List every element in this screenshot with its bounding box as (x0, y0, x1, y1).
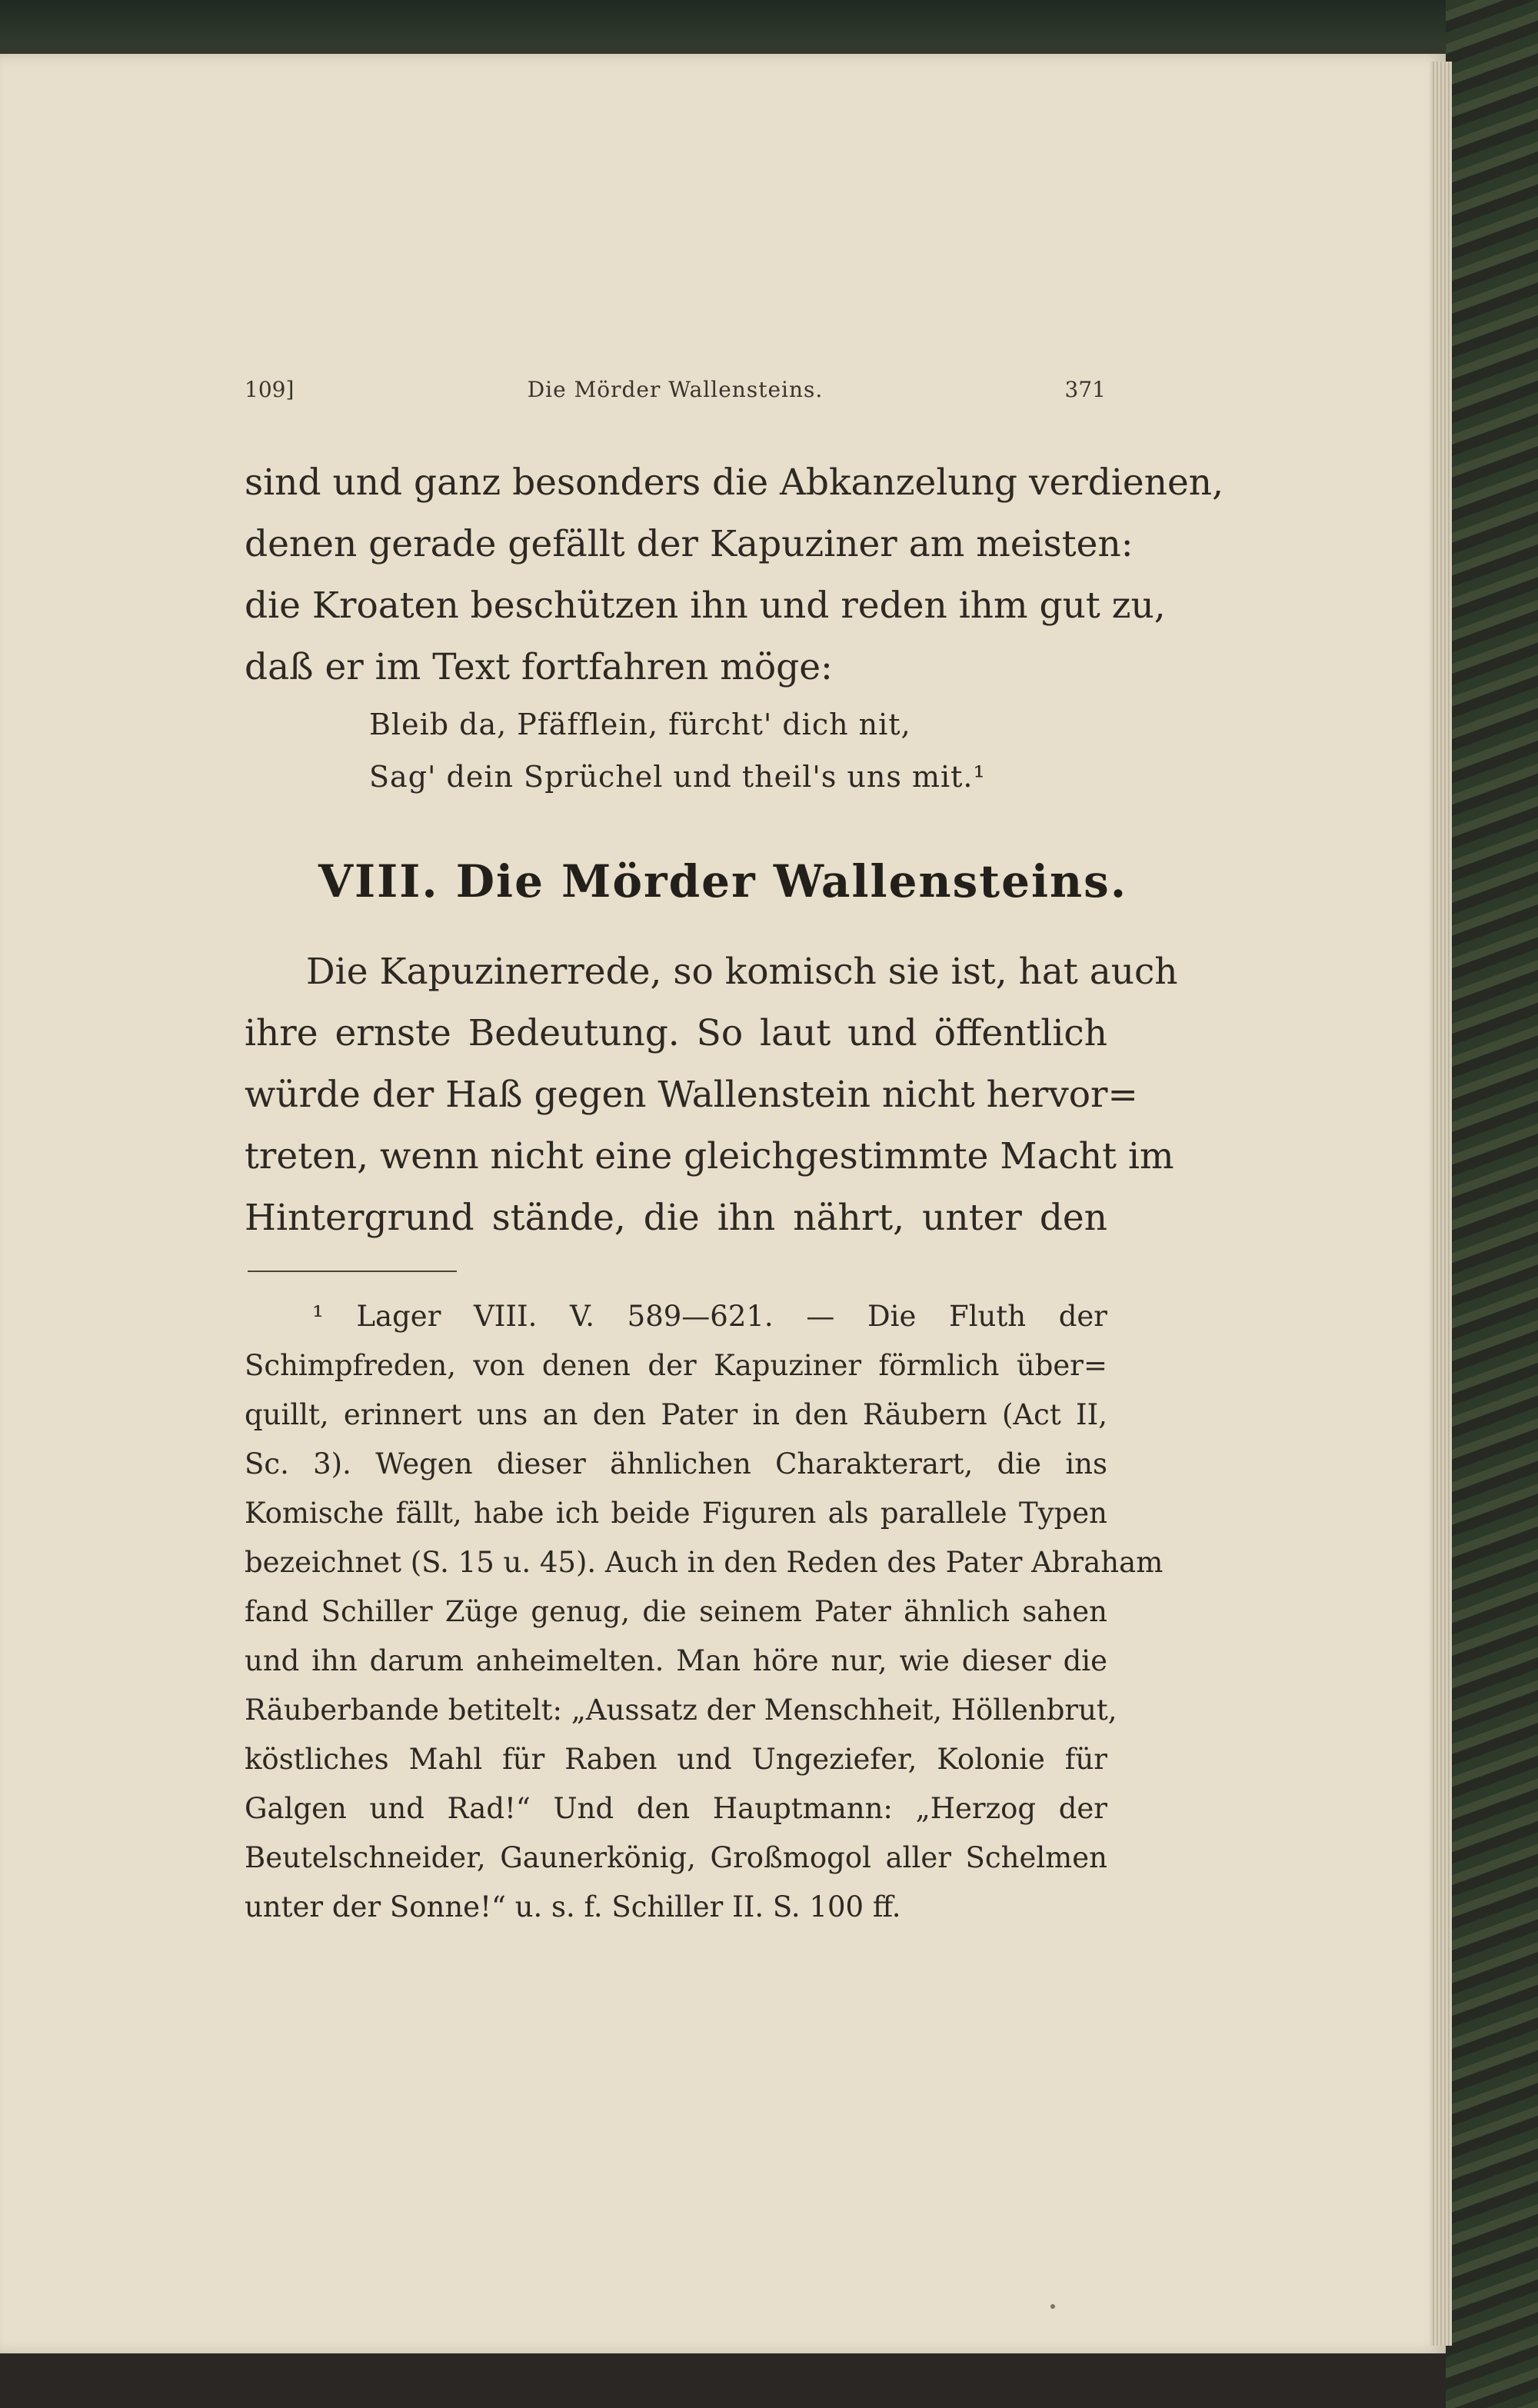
text-line: ihre ernste Bedeutung. So laut und öffentlich (245, 1012, 1107, 1054)
footnote-line: fand Schiller Züge genug, die seinem Pater ähnlich sahen (245, 1595, 1107, 1628)
footnote-line: unter der Sonne!“ u. s. f. Schiller II. S. 100 ff. (245, 1890, 901, 1923)
footnote-rule (248, 1271, 457, 1272)
section-marker: 109] (245, 377, 295, 402)
footnote-line: Schimpfreden, von denen der Kapuziner förmlich über= (245, 1349, 1107, 1382)
page-number: 371 (1064, 377, 1106, 402)
footnote-line: ¹ Lager VIII. V. 589—621. — Die Fluth der (312, 1300, 1107, 1333)
section-heading: VIII. Die Mörder Wallensteins. (318, 855, 1128, 908)
footnote-line: Beutelschneider, Gaunerkönig, Großmogol aller Schelmen (245, 1841, 1107, 1874)
paragraph-1 (245, 452, 1224, 698)
text-line: daß er im Text fortfahren möge: (245, 646, 833, 688)
text-line: die Kroaten beschützen ihn und reden ihm gut zu, (245, 585, 1166, 627)
footnote-line: Sc. 3). Wegen dieser ähnlichen Charakterart, die ins (245, 1447, 1107, 1480)
verse-line: Sag' dein Sprüchel und theil's uns mit.¹ (369, 760, 986, 794)
footnote-line: Räuberbande betitelt: „Aussatz der Menschheit, Höllenbrut, (245, 1694, 1117, 1727)
verse-line: Bleib da, Pfäfflein, fürcht' dich nit, (369, 708, 911, 741)
page-edges (1430, 62, 1452, 2346)
footnote-line: köstliches Mahl für Raben und Ungeziefer, Kolonie für (245, 1743, 1107, 1776)
text-line: Hintergrund stände, die ihn nährt, unter den (245, 1197, 1107, 1239)
verse-quote (369, 698, 986, 803)
page-speck (1050, 2304, 1055, 2309)
text-line: treten, wenn nicht eine gleichgestimmte Macht im (245, 1135, 1174, 1177)
book-cover-right (1446, 0, 1538, 2408)
running-title: Die Mörder Wallensteins. (527, 377, 824, 402)
footnote (245, 1292, 1163, 1932)
paragraph-2 (245, 941, 1178, 1249)
text-line: denen gerade gefällt der Kapuziner am meisten: (245, 523, 1134, 565)
footnote-line: und ihn darum anheimelten. Man höre nur, wie dieser die (245, 1644, 1107, 1677)
footnote-line: Galgen und Rad!“ Und den Hauptmann: „Herzog der (245, 1792, 1107, 1825)
footnote-line: quillt, erinnert uns an den Pater in den Räubern (Act II, (245, 1398, 1107, 1431)
running-head (245, 377, 1106, 415)
footnote-line: bezeichnet (S. 15 u. 45). Auch in den Reden des Pater Abraham (245, 1546, 1163, 1579)
footnote-line: Komische fällt, habe ich beide Figuren als parallele Typen (245, 1497, 1107, 1530)
text-line: sind und ganz besonders die Abkanzelung verdienen, (245, 461, 1224, 504)
text-line: Die Kapuzinerrede, so komisch sie ist, hat auch (306, 951, 1178, 993)
text-line: würde der Haß gegen Wallenstein nicht hervor= (245, 1074, 1138, 1116)
